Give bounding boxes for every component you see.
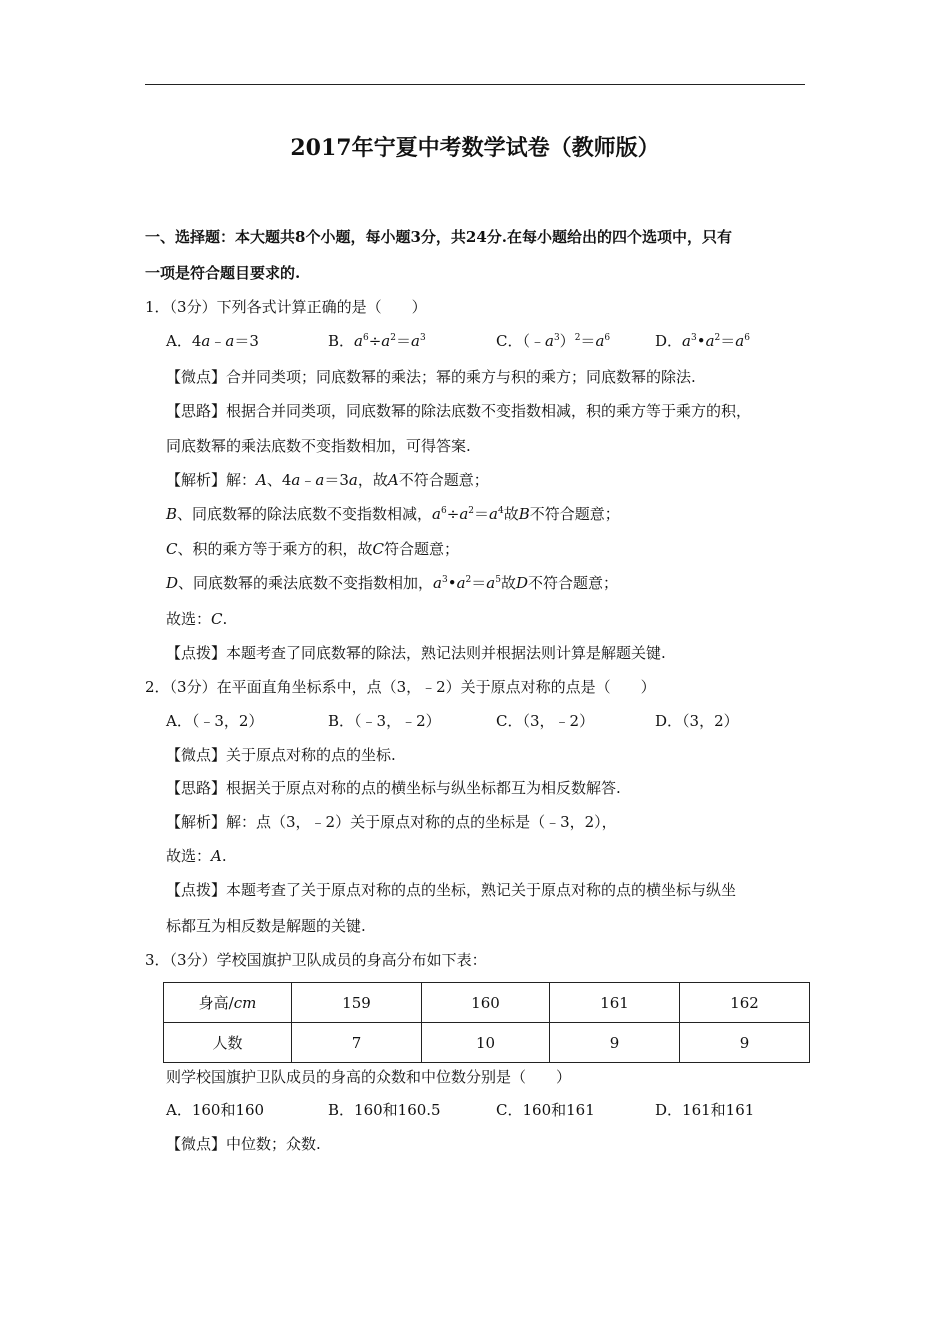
q1-jiexi-d: D、同底数幂的乘法底数不变指数相加，$a^3•a^2=a^5$故D不符合题意； bbox=[166, 574, 619, 592]
q1-dianbo: 【点拨】本题考查了同底数幂的除法，熟记法则并根据法则计算是解题关键. bbox=[166, 644, 666, 662]
q3-question: 则学校国旗护卫队成员的身高的众数和中位数分别是（ ） bbox=[166, 1068, 572, 1086]
table-cell: 161 bbox=[550, 983, 680, 1023]
q1-silu-line-1: 【思路】根据合并同类项，同底数幂的除法底数不变指数相减，积的乘方等于乘方的积， bbox=[166, 402, 752, 420]
table-cell: 9 bbox=[680, 1023, 810, 1063]
q2-answer: 故选：A. bbox=[166, 847, 227, 865]
table-cell: 159 bbox=[292, 983, 422, 1023]
q2-option-d: D．（3，2） bbox=[655, 712, 739, 730]
q1-jiexi-b: B、同底数幂的除法底数不变指数相减，$a^6\div a^2=a^4$故B不符合题意； bbox=[166, 505, 620, 523]
q3-stem: 3．（3分）学校国旗护卫队成员的身高分布如下表： bbox=[145, 951, 487, 969]
q1-weidian: 【微点】合并同类项；同底数幂的乘法；幂的乘方与积的乘方；同底数幂的除法. bbox=[166, 368, 696, 386]
q2-option-b: B．（﹣3，﹣2） bbox=[328, 712, 441, 730]
section-heading-line-2: 一项是符合题目要求的. bbox=[145, 264, 301, 282]
q3-weidian: 【微点】中位数；众数. bbox=[166, 1135, 321, 1153]
q1-options bbox=[166, 331, 766, 351]
q1-option-c: C．$(﹣a^3)^2=a^6$ bbox=[496, 332, 611, 350]
q2-dianbo-line-1: 【点拨】本题考查了关于原点对称的点的坐标，熟记关于原点对称的点的横坐标与纵坐 bbox=[166, 881, 737, 899]
q3-option-b: B．160和160.5 bbox=[328, 1101, 441, 1119]
section-heading-line-1: 一、选择题：本大题共8个小题，每小题3分，共24分.在每小题给出的四个选项中，只有 bbox=[145, 228, 732, 246]
table-cell: 7 bbox=[292, 1023, 422, 1063]
q2-option-c: C．（3，﹣2） bbox=[496, 712, 595, 730]
table-cell: 10 bbox=[422, 1023, 550, 1063]
q3-option-c: C．160和161 bbox=[496, 1101, 595, 1119]
q3-option-a: A．160和160 bbox=[166, 1101, 265, 1119]
q1-option-a: A．4a﹣a＝3 bbox=[166, 332, 259, 350]
q2-weidian: 【微点】关于原点对称的点的坐标. bbox=[166, 746, 396, 764]
table-cell: 160 bbox=[422, 983, 550, 1023]
table-cell: 9 bbox=[550, 1023, 680, 1063]
height-distribution-table bbox=[163, 982, 810, 1063]
table-row bbox=[164, 983, 810, 1023]
q1-silu-line-2: 同底数幂的乘法底数不变指数相加，可得答案. bbox=[166, 437, 471, 455]
q1-stem: 1．（3分）下列各式计算正确的是（ ） bbox=[145, 298, 427, 316]
table-row-label-height: 身高/cm bbox=[164, 983, 292, 1023]
table-cell: 162 bbox=[680, 983, 810, 1023]
table-row bbox=[164, 1023, 810, 1063]
q2-stem: 2．（3分）在平面直角坐标系中，点（3，﹣2）关于原点对称的点是（ ） bbox=[145, 678, 656, 696]
q1-jiexi-c: C、积的乘方等于乘方的积，故C符合题意； bbox=[166, 540, 459, 558]
q2-options bbox=[166, 711, 766, 731]
q1-answer: 故选：C. bbox=[166, 610, 228, 628]
page-title: 2017年宁夏中考数学试卷（教师版） bbox=[290, 135, 660, 161]
q3-option-d: D．161和161 bbox=[655, 1101, 755, 1119]
q2-silu: 【思路】根据关于原点对称的点的横坐标与纵坐标都互为相反数解答. bbox=[166, 779, 621, 797]
q1-option-d: D．$a^3•a^2=a^6$ bbox=[655, 332, 750, 350]
q3-options bbox=[166, 1100, 766, 1120]
table-row-label-count: 人数 bbox=[164, 1023, 292, 1063]
q2-option-a: A．（﹣3，2） bbox=[166, 712, 264, 730]
q2-dianbo-line-2: 标都互为相反数是解题的关键. bbox=[166, 917, 366, 935]
q1-jiexi-a: 【解析】解：A、4a﹣a＝3a，故A不符合题意； bbox=[166, 471, 489, 489]
header-rule bbox=[145, 84, 805, 85]
q2-jiexi: 【解析】解：点（3，﹣2）关于原点对称的点的坐标是（﹣3，2）， bbox=[166, 813, 617, 831]
q1-option-b: B．$a^6\div a^2=a^3$ bbox=[328, 332, 426, 350]
